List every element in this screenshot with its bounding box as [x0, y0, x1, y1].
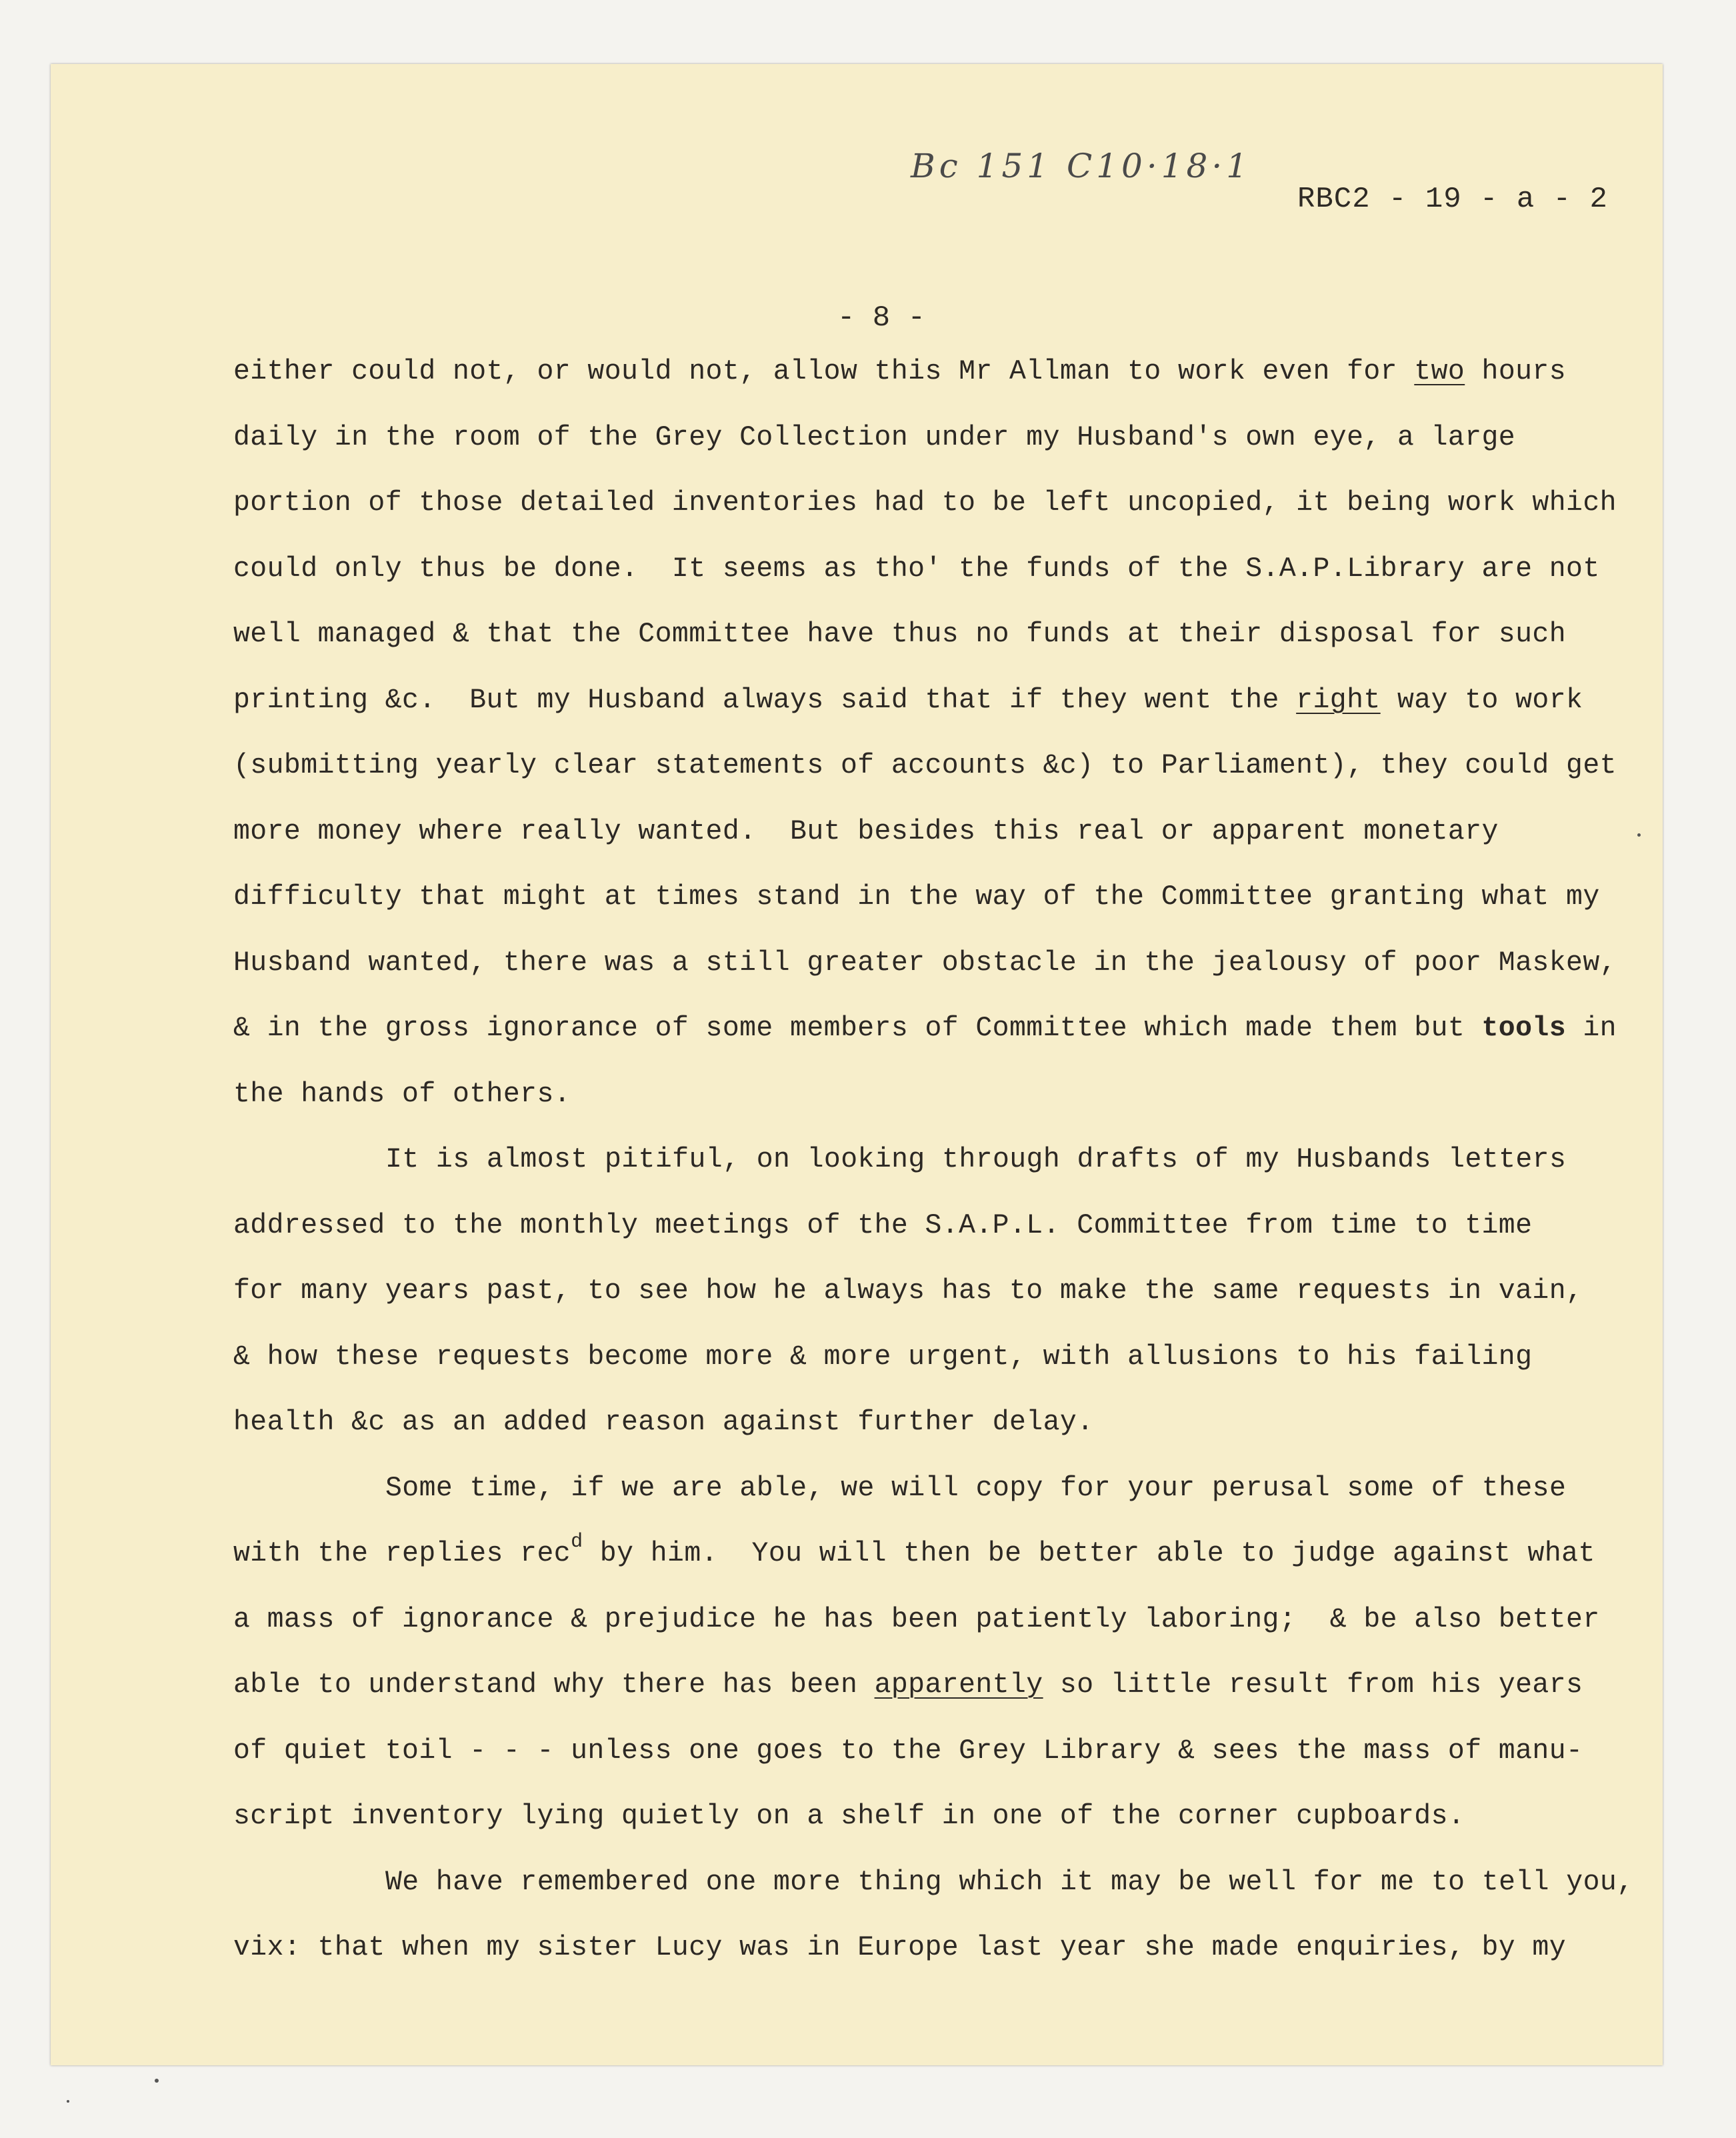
text-line: with the replies rec$^d$ by him. You will then be better able to judge against what [233, 1531, 1595, 1569]
page-number: - 8 - [837, 301, 926, 335]
underlined-word: right [1296, 684, 1381, 716]
text-line: well managed & that the Committee have thus no funds at their disposal for such [233, 619, 1567, 650]
text-line: of quiet toil - - - unless one goes to the Grey Library & sees the mass of manu- [233, 1735, 1583, 1767]
text-line: (submitting yearly clear statements of accounts &c) to Parliament), they could get [233, 750, 1617, 781]
text-line: the hands of others. [233, 1078, 571, 1110]
text-line: We have remembered one more thing which it may be well for me to tell you, [385, 1866, 1634, 1898]
text-line: addressed to the monthly meetings of the S.A.P.L. Committee from time to time [233, 1209, 1533, 1241]
text-line: health &c as an added reason against further delay. [233, 1407, 1094, 1438]
text-line: & in the gross ignorance of some members of Committee which made them but tools in [233, 1013, 1617, 1044]
text-line: for many years past, to see how he always has to make the same requests in vain, [233, 1275, 1583, 1307]
text-line: printing &c. But my Husband always said that if they went the right way to work [233, 684, 1583, 716]
text-line: Husband wanted, there was a still greater obstacle in the jealousy of poor Maskew, [233, 947, 1617, 979]
text-line: more money where really wanted. But besides this real or apparent monetary [233, 815, 1499, 847]
text-line: & how these requests become more & more urgent, with allusions to his failing [233, 1341, 1533, 1373]
text-line: either could not, or would not, allow this Mr Allman to work even for two hours [233, 356, 1567, 387]
bold-word: tools [1481, 1013, 1567, 1044]
text-line: vix: that when my sister Lucy was in Europe last year she made enquiries, by my [233, 1932, 1567, 1963]
text-line: difficulty that might at times stand in the way of the Committee granting what my [233, 881, 1600, 913]
text-line: able to understand why there has been apparently so little result from his years [233, 1669, 1583, 1701]
text-line: a mass of ignorance & prejudice he has been patiently laboring; & be also better [233, 1603, 1600, 1635]
text-line: It is almost pitiful, on looking through drafts of my Husbands letters [385, 1144, 1567, 1175]
text-line: could only thus be done. It seems as tho' the funds of the S.A.P.Library are not [233, 553, 1600, 585]
underlined-word: two [1414, 356, 1465, 387]
underlined-word: apparently [874, 1669, 1043, 1701]
reference-code: RBC2 - 19 - a - 2 [1297, 183, 1608, 216]
superscript: d [571, 1531, 583, 1554]
scan-speck [67, 2100, 69, 2103]
letter-body [233, 347, 1634, 1989]
scan-speck [155, 2079, 159, 2083]
text-line: Some time, if we are able, we will copy for your perusal some of these [385, 1472, 1567, 1504]
scan-speck [1637, 833, 1641, 837]
text-line: daily in the room of the Grey Collection under my Husband's own eye, a large [233, 421, 1516, 453]
text-line: script inventory lying quietly on a shelf in one of the corner cupboards. [233, 1801, 1465, 1832]
text-line: portion of those detailed inventories had to be left uncopied, it being work which [233, 487, 1617, 519]
handwritten-archive-reference: Bc 151 C10·18·1 [911, 147, 1252, 185]
